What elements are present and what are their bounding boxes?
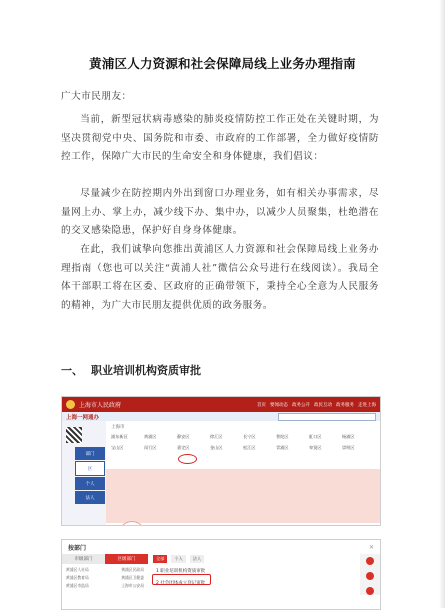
dept-body <box>62 554 380 595</box>
district-item: 虹口区 <box>309 434 322 439</box>
section-title: 职业培训机构资质审批 <box>91 364 201 377</box>
portal-vertical-tabs <box>75 447 105 505</box>
district-item: 浦东新区 <box>111 434 128 439</box>
rail-icon <box>366 587 374 595</box>
mascot-illustration <box>116 521 148 526</box>
promo-strip <box>106 469 380 523</box>
dept-tab-active: 区级部门 <box>105 554 148 564</box>
dept-title: 按部门 <box>68 544 87 552</box>
result-item: 2 社会团体成立登记审批 <box>156 581 206 586</box>
highlight-box <box>152 574 211 585</box>
portal-site-name: 上海市人民政府 <box>79 402 122 409</box>
dept-left-panel <box>62 554 148 595</box>
rail-icon <box>366 557 374 565</box>
portal-search-box <box>278 413 376 421</box>
dept-name: 黄浦区教育局 <box>66 575 89 580</box>
emblem-icon <box>66 400 75 409</box>
page-title: 黄浦区人力资源和社会保障局线上业务办理指南 <box>89 56 356 71</box>
right-rail <box>360 554 380 595</box>
paragraph-3: 在此，我们诚挚向您推出黄浦区人力资源和社会保障局线上业务办理指南（您也可以关注“黄浦人社”微信公众号进行在线阅读）。我局全体干部职工将在区委、区政府的正确带领下，秉持全心全意为人民服务的精神，为广大市民朋友提供优质的政务服务。 <box>61 244 379 311</box>
portal-tab: 部门 <box>75 447 105 460</box>
filter-chip-active: 全部 <box>153 555 167 563</box>
embedded-screenshot-department <box>61 539 381 610</box>
portal-banner <box>62 412 380 421</box>
portal-nav-item: 政民互动 <box>314 402 332 408</box>
dept-name: 黄浦区民政局 <box>121 567 144 572</box>
dept-tab: 市级部门 <box>62 554 105 564</box>
portal-tab-active: 区 <box>75 461 105 476</box>
region-label: 上海市 <box>111 425 125 430</box>
dept-name: 黄浦区市监局 <box>66 583 89 588</box>
district-item: 嘉定区 <box>177 445 190 450</box>
dept-row <box>66 574 144 582</box>
portal-nav-item: 首页 <box>257 402 266 408</box>
portal-sidebar <box>62 421 106 525</box>
dept-tabs <box>62 554 148 564</box>
section-number: 一、 <box>61 364 83 377</box>
district-item: 徐汇区 <box>210 434 223 439</box>
portal-tab: 个人 <box>75 477 105 490</box>
district-item: 普陀区 <box>276 434 289 439</box>
highlight-circle <box>178 454 197 464</box>
portal-nav-item: 政务公开 <box>292 402 310 408</box>
district-item: 崇明区 <box>342 445 355 450</box>
district-item: 金山区 <box>210 445 223 450</box>
section-heading <box>61 362 201 378</box>
salutation: 广大市民朋友： <box>61 91 132 102</box>
paragraph-2: 尽量减少在防控期内外出到窗口办理业务，如有相关办事需求，尽量网上办、掌上办，减少线下办、集中办，以减少人员聚集，杜绝潜在的交叉感染隐患，保护好自身身体健康。 <box>61 188 379 237</box>
dept-name: 黄浦区人社局 <box>66 567 89 572</box>
portal-body <box>62 421 380 525</box>
district-item: 闵行区 <box>144 445 157 450</box>
portal-nav-item: 要闻动态 <box>270 402 288 408</box>
embedded-screenshot-portal <box>61 396 381 526</box>
dept-name: 黄浦区卫健委 <box>121 575 144 580</box>
portal-nav-item: 走进上海 <box>358 402 376 408</box>
district-item: 松江区 <box>243 445 256 450</box>
close-icon: ✕ <box>368 543 374 551</box>
dept-row <box>66 566 144 574</box>
paragraph-1: 当前，新型冠状病毒感染的肺炎疫情防控工作正处在关键时期，为坚决贯彻党中央、国务院和市委、市政府的工作部署，全力做好疫情防控工作，保障广大市民的生命安全和身体健康，我们倡议： <box>61 114 379 163</box>
rail-icon <box>366 572 374 580</box>
district-grid <box>111 434 375 451</box>
portal-tab: 法人 <box>75 491 105 504</box>
dept-list <box>62 564 148 592</box>
portal-nav <box>257 402 376 408</box>
portal-nav-item: 政务服务 <box>336 402 354 408</box>
portal-main <box>106 421 380 525</box>
portal-brand: 上海一网通办 <box>66 414 100 421</box>
page-edge <box>439 0 445 608</box>
dept-row <box>66 582 144 590</box>
dept-right-panel <box>148 554 360 595</box>
district-item: 黄浦区 <box>144 434 157 439</box>
district-item: 宝山区 <box>111 445 124 450</box>
district-item: 青浦区 <box>276 445 289 450</box>
portal-header <box>62 397 380 412</box>
district-item: 奉贤区 <box>309 445 322 450</box>
qr-code-icon <box>66 427 82 443</box>
result-item: 1 职业培训机构资质审批 <box>156 569 206 574</box>
district-item: 长宁区 <box>243 434 256 439</box>
dept-name: 上海市公安局 <box>121 583 144 588</box>
filter-chip: 法人 <box>190 555 204 563</box>
dept-filters <box>153 554 355 564</box>
region-row <box>111 424 375 430</box>
dept-header <box>62 540 380 554</box>
district-item: 静安区 <box>177 434 190 439</box>
filter-chip: 个人 <box>171 555 185 563</box>
district-item: 杨浦区 <box>342 434 355 439</box>
